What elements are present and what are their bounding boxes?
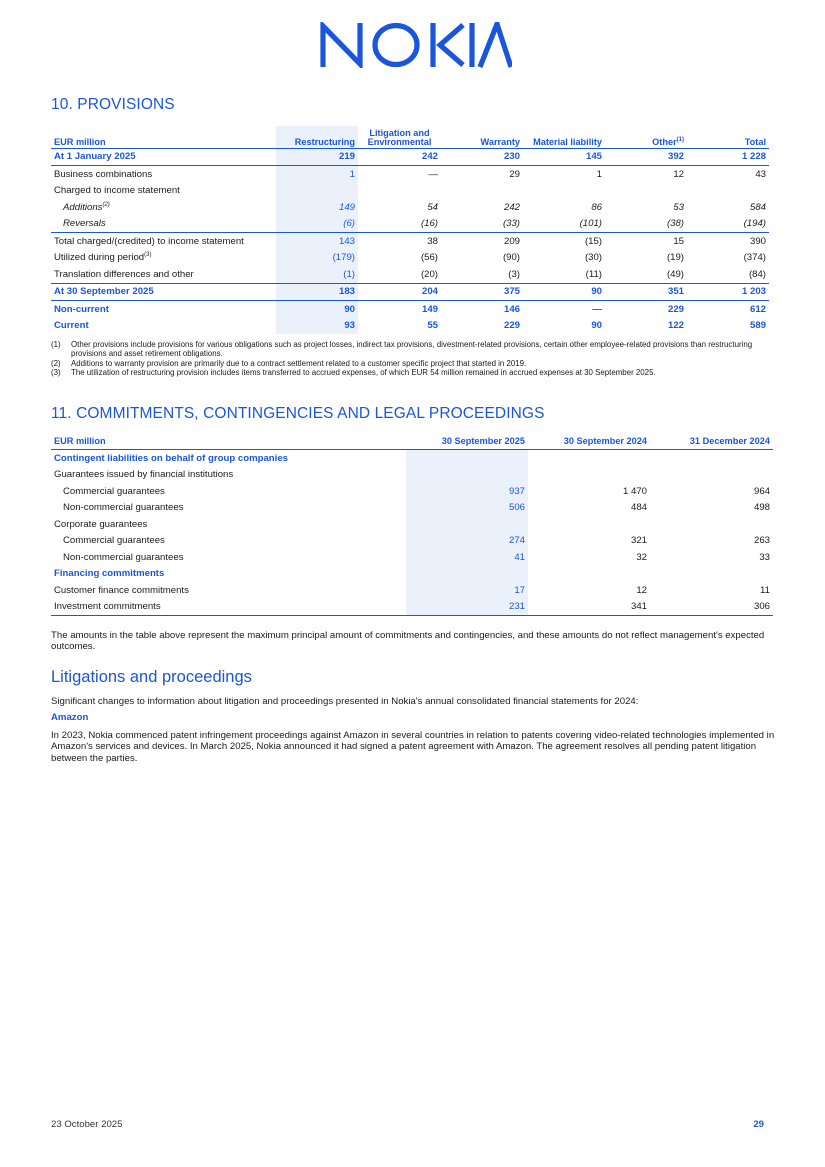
table-cell: 1 203 bbox=[687, 283, 769, 301]
table-cell: (6) bbox=[276, 216, 358, 233]
table-cell: 498 bbox=[753, 502, 770, 514]
table-cell: 242 bbox=[503, 201, 520, 213]
col-header: Warranty bbox=[441, 126, 523, 148]
row-label: At 30 September 2025 bbox=[51, 283, 276, 301]
table-cell: (56) bbox=[420, 252, 438, 264]
table-cell: (19) bbox=[666, 252, 684, 264]
col-header: Restructuring bbox=[276, 126, 358, 148]
litigation-subheading: Amazon bbox=[51, 712, 89, 723]
row-label: Non-commercial guarantees bbox=[63, 502, 184, 514]
table-cell bbox=[406, 467, 528, 484]
table-row bbox=[51, 566, 773, 583]
table-cell: 90 bbox=[591, 320, 602, 332]
table-cell: 90 bbox=[523, 283, 605, 301]
table-row bbox=[51, 533, 773, 550]
table-cell bbox=[650, 467, 773, 484]
table-cell: (11) bbox=[523, 266, 605, 283]
commitments-table bbox=[51, 433, 773, 616]
table-cell: 219 bbox=[276, 148, 358, 166]
table-row bbox=[51, 199, 769, 216]
table-cell: 32 bbox=[636, 551, 647, 563]
col-header: 31 December 2024 bbox=[650, 433, 773, 450]
litigation-body: In 2023, Nokia commenced patent infringement proceedings against Amazon in several countries in relation to patents covering video-related technologies implemented in Amazon's services and devices. In March 2025, Nokia announced it had signed a patent agreement with Amazon. The agreement resolves all pending patent litigation between the parties. bbox=[51, 730, 775, 764]
table-cell: 15 bbox=[673, 235, 684, 247]
row-label: At 1 January 2025 bbox=[54, 151, 136, 163]
table-cell: 351 bbox=[605, 283, 687, 301]
table-cell: 11 bbox=[760, 584, 770, 596]
table-cell: (179) bbox=[276, 250, 358, 267]
commitments-note: The amounts in the table above represent the maximum principal amount of commitments and contingencies, and these amounts do not reflect management's expected outcomes. bbox=[51, 630, 765, 653]
table-cell: 38 bbox=[427, 235, 438, 247]
table-cell bbox=[406, 450, 528, 467]
table-cell: 93 bbox=[276, 318, 358, 335]
row-label: Translation differences and other bbox=[51, 266, 276, 283]
table-row bbox=[51, 301, 769, 318]
litigation-intro: Significant changes to information about litigation and proceedings presented in Nokia's annual consolidated financial statements for 2024: bbox=[51, 696, 639, 707]
table-cell: 937 bbox=[406, 483, 528, 500]
col-header: 30 September 2024 bbox=[528, 433, 650, 450]
table-cell: 1 bbox=[276, 166, 358, 183]
col-header: Total bbox=[687, 126, 769, 148]
table-cell bbox=[528, 516, 650, 533]
table-row bbox=[51, 148, 769, 166]
col-header: Litigation and Environmental bbox=[358, 126, 441, 148]
provisions-heading: 10. PROVISIONS bbox=[51, 96, 175, 113]
row-label: Charged to income statement bbox=[54, 185, 180, 197]
table-cell: (15) bbox=[584, 235, 602, 247]
table-cell: 54 bbox=[427, 201, 438, 213]
table-cell: (194) bbox=[687, 216, 769, 233]
table-cell bbox=[605, 183, 687, 200]
table-cell: 1 bbox=[523, 166, 605, 183]
table-cell bbox=[687, 183, 769, 200]
table-row bbox=[51, 216, 769, 233]
table-cell bbox=[650, 566, 773, 583]
table-cell: 41 bbox=[406, 549, 528, 566]
row-label: Commercial guarantees bbox=[63, 535, 165, 547]
footnote: (3) The utilization of restructuring provision includes items transferred to accrued expenses, of which EUR 54 million remained in accrued expenses at 30 September 2025. bbox=[51, 368, 656, 378]
table-cell: 1 228 bbox=[741, 151, 766, 163]
table-cell: 12 bbox=[605, 166, 687, 183]
row-label: Financing commitments bbox=[54, 568, 165, 580]
table-cell: 90 bbox=[276, 301, 358, 318]
provisions-footnotes bbox=[51, 340, 771, 378]
footnote: (2) Additions to warranty provision are primarily due to a contract settlement related to a customer specific project that started in 2019. bbox=[51, 358, 527, 368]
table-cell: (16) bbox=[358, 216, 441, 233]
table-cell: 321 bbox=[630, 535, 647, 547]
table-row bbox=[51, 599, 773, 616]
table-cell bbox=[406, 516, 528, 533]
table-cell: 1 470 bbox=[622, 485, 647, 497]
table-cell: 229 bbox=[503, 320, 520, 332]
table-cell bbox=[528, 566, 650, 583]
table-cell: 306 bbox=[650, 599, 773, 616]
table-cell: (20) bbox=[358, 266, 441, 283]
table-cell: 341 bbox=[528, 599, 650, 616]
table-cell bbox=[523, 183, 605, 200]
table-row bbox=[51, 450, 773, 467]
row-label: Current bbox=[54, 320, 89, 332]
row-label: Reversals bbox=[51, 216, 276, 233]
col-header: EUR million bbox=[51, 126, 276, 148]
table-cell bbox=[650, 516, 773, 533]
table-cell: 143 bbox=[276, 233, 358, 250]
table-row bbox=[51, 283, 769, 301]
table-cell: 33 bbox=[759, 551, 770, 563]
table-cell: 242 bbox=[421, 151, 438, 163]
row-label: Corporate guarantees bbox=[54, 518, 148, 530]
table-cell: 375 bbox=[441, 283, 523, 301]
table-cell bbox=[358, 183, 441, 200]
row-label: Non-current bbox=[54, 303, 109, 315]
table-cell: (49) bbox=[605, 266, 687, 283]
table-row bbox=[51, 516, 773, 533]
table-cell: (374) bbox=[743, 252, 766, 264]
table-row bbox=[51, 183, 769, 200]
table-cell bbox=[528, 467, 650, 484]
table-cell bbox=[276, 183, 358, 200]
table-cell: 149 bbox=[421, 303, 438, 315]
table-cell: (84) bbox=[687, 266, 769, 283]
col-header: Material liability bbox=[523, 126, 605, 148]
footnote: (1) Other provisions include provisions for various obligations such as project losses, indirect tax provisions, divestment-related provisions, certain other employee-related provisions than restructuring provisions and asset retirement obligations. bbox=[51, 340, 753, 359]
row-label: Non-commercial guarantees bbox=[63, 551, 184, 563]
table-cell: 12 bbox=[636, 584, 647, 596]
row-label: Commercial guarantees bbox=[63, 485, 165, 497]
table-cell: 964 bbox=[753, 485, 770, 497]
table-cell: 229 bbox=[667, 303, 684, 315]
table-cell: — bbox=[592, 303, 602, 315]
table-row bbox=[51, 318, 769, 335]
table-row bbox=[51, 582, 773, 599]
row-label: Total charged/(credited) to income statement bbox=[54, 235, 244, 247]
table-row bbox=[51, 250, 769, 267]
provisions-table bbox=[51, 126, 769, 334]
table-row bbox=[51, 500, 773, 517]
table-cell: 274 bbox=[406, 533, 528, 550]
table-cell: 589 bbox=[749, 320, 766, 332]
table-row bbox=[51, 233, 769, 250]
table-cell: 146 bbox=[503, 303, 520, 315]
table-cell: 53 bbox=[673, 201, 684, 213]
table-cell: 584 bbox=[749, 201, 766, 213]
table-cell: 29 bbox=[441, 166, 523, 183]
litigation-heading: Litigations and proceedings bbox=[51, 668, 252, 686]
table-cell: 17 bbox=[406, 582, 528, 599]
table-row bbox=[51, 483, 773, 500]
table-row bbox=[51, 549, 773, 566]
row-label: Business combinations bbox=[51, 166, 276, 183]
table-cell: 263 bbox=[753, 535, 770, 547]
row-label: Customer finance commitments bbox=[54, 584, 189, 596]
row-label: Guarantees issued by financial institutions bbox=[54, 469, 234, 481]
table-cell: 506 bbox=[406, 500, 528, 517]
table-cell: 392 bbox=[667, 151, 684, 163]
table-cell: (30) bbox=[584, 252, 602, 264]
table-row bbox=[51, 266, 769, 283]
col-header: 30 September 2025 bbox=[406, 433, 528, 450]
table-cell: (33) bbox=[441, 216, 523, 233]
nokia-logo bbox=[320, 22, 512, 68]
table-row bbox=[51, 166, 769, 183]
table-cell: 231 bbox=[406, 599, 528, 616]
table-cell bbox=[650, 450, 773, 467]
table-cell: 145 bbox=[585, 151, 602, 163]
col-header: Other$^{(1)}$ bbox=[605, 126, 687, 148]
table-cell: 484 bbox=[630, 502, 647, 514]
table-cell: 183 bbox=[276, 283, 358, 301]
table-cell: 204 bbox=[358, 283, 441, 301]
table-cell: 230 bbox=[503, 151, 520, 163]
col-header: EUR million bbox=[51, 433, 406, 450]
page-number: 29 bbox=[753, 1119, 764, 1130]
table-cell bbox=[441, 183, 523, 200]
table-cell bbox=[528, 450, 650, 467]
table-cell bbox=[406, 566, 528, 583]
table-cell: (1) bbox=[276, 266, 358, 283]
commitments-heading: 11. COMMITMENTS, CONTINGENCIES AND LEGAL PROCEEDINGS bbox=[51, 405, 545, 422]
table-cell: 149 bbox=[276, 199, 358, 216]
table-row bbox=[51, 467, 773, 484]
table-cell: (38) bbox=[605, 216, 687, 233]
row-label: Additions$^{(2)}$ bbox=[63, 201, 110, 213]
row-label: Investment commitments bbox=[51, 599, 406, 616]
table-cell: 390 bbox=[749, 235, 766, 247]
table-cell: 612 bbox=[749, 303, 766, 315]
table-cell: 122 bbox=[667, 320, 684, 332]
table-cell: — bbox=[358, 166, 441, 183]
table-cell: (3) bbox=[441, 266, 523, 283]
table-cell: 43 bbox=[687, 166, 769, 183]
row-label: Contingent liabilities on behalf of group companies bbox=[54, 452, 288, 464]
table-cell: 86 bbox=[591, 201, 602, 213]
row-label: Utilized during period$^{(3)}$ bbox=[54, 252, 152, 264]
table-cell: (90) bbox=[502, 252, 520, 264]
table-cell: 209 bbox=[503, 235, 520, 247]
table-cell: (101) bbox=[523, 216, 605, 233]
table-cell: 55 bbox=[427, 320, 438, 332]
footer-date: 23 October 2025 bbox=[51, 1119, 123, 1130]
